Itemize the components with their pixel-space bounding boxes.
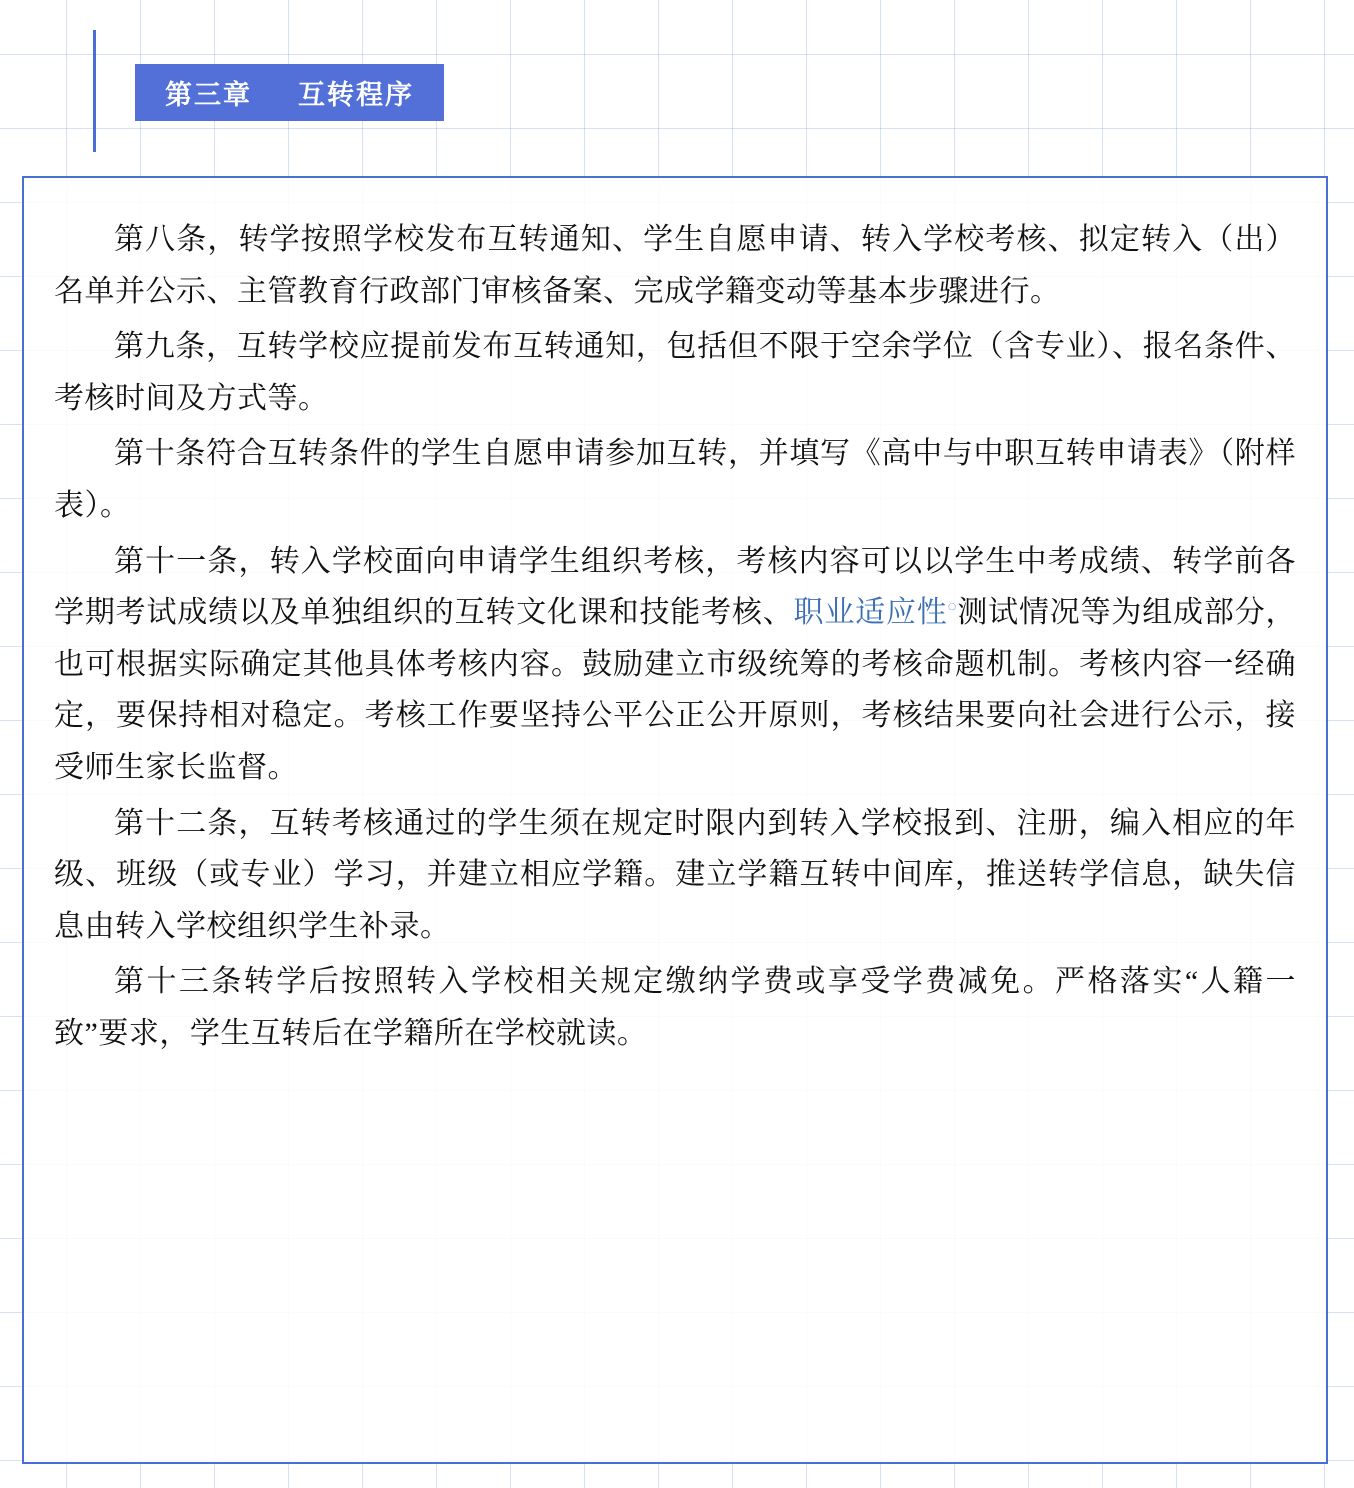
paragraph-article-11 [54,536,1296,794]
chapter-number: 第三章 [165,80,252,110]
content-box [22,176,1328,1464]
highlighted-term: 职业适应性 [793,596,948,630]
paragraph-article-12: 第十二条，互转考核通过的学生须在规定时限内到转入学校报到、注册，编入相应的年级、班级（或专业）学习，并建立相应学籍。建立学籍互转中间库，推送转学信息，缺失信息由转入学校组织学生补录。 [54,806,1296,943]
chapter-heading [93,30,444,152]
paragraph-11-after: 测试情况等为组成部分，也可根据实际确定其他具体考核内容。鼓励建立市级统筹的考核命题机制。考核内容一经确定，要保持相对稳定。考核工作要坚持公平公正公开原则，考核结果要向社会进行公示，接受师生家长监督。 [54,596,1297,784]
paragraph-article-8: 第八条，转学按照学校发布互转通知、学生自愿申请、转入学校考核、拟定转入（出）名单并公示、主管教育行政部门审核备案、完成学籍变动等基本步骤进行。 [54,223,1296,308]
annotation-mark-icon: ◌ [947,599,958,616]
paragraph-11-before: 第十一条，转入学校面向申请学生组织考核，考核内容可以以学生中考成绩、转学前各学期考试成绩以及单独组织的互转文化课和技能考核、 [54,544,1296,630]
paragraph-article-9: 第九条，互转学校应提前发布互转通知，包括但不限于空余学位（含专业）、报名条件、考核时间及方式等。 [54,330,1296,415]
paragraph-article-13: 第十三条转学后按照转入学校相关规定缴纳学费或享受学费减免。严格落实“人籍一致”要求，学生互转后在学籍所在学校就读。 [54,965,1296,1050]
paragraph-article-10: 第十条符合互转条件的学生自愿申请参加互转，并填写《高中与中职互转申请表》（附样表）。 [54,437,1296,522]
chapter-badge [135,64,444,121]
chapter-title: 互转程序 [298,80,414,110]
chapter-vertical-rule [93,30,96,152]
